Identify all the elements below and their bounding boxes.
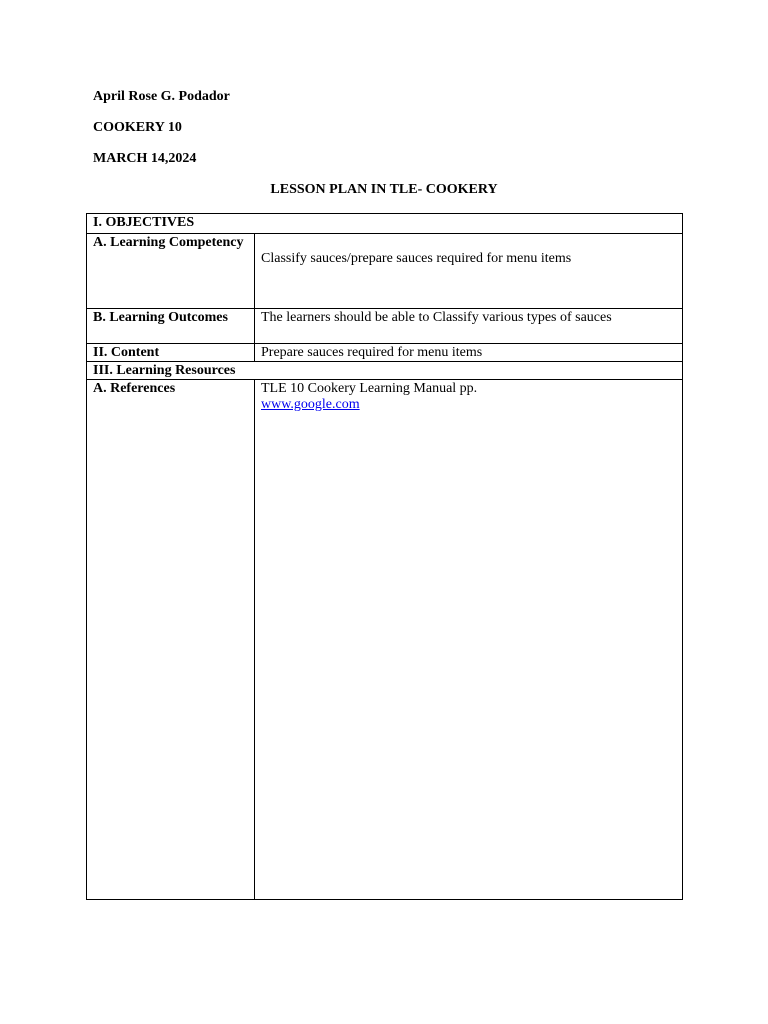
references-label: A. References bbox=[87, 380, 255, 900]
learning-outcomes-value: The learners should be able to Classify various types of sauces bbox=[255, 309, 683, 344]
subject-line: COOKERY 10 bbox=[93, 120, 182, 135]
learning-competency-text: Classify sauces/prepare sauces required for menu items bbox=[261, 251, 572, 266]
document-title: LESSON PLAN IN TLE- COOKERY bbox=[270, 182, 498, 197]
references-value bbox=[255, 380, 683, 900]
table-row bbox=[87, 234, 683, 309]
table-row bbox=[87, 344, 683, 362]
content-value: Prepare sauces required for menu items bbox=[255, 344, 683, 362]
table-row bbox=[87, 362, 683, 380]
table-row bbox=[87, 214, 683, 234]
lesson-plan-table bbox=[86, 213, 683, 900]
author-name: April Rose G. Podador bbox=[93, 89, 230, 104]
learning-competency-label: A. Learning Competency bbox=[87, 234, 255, 309]
content-label: II. Content bbox=[87, 344, 255, 362]
table-row bbox=[87, 380, 683, 900]
date-line: MARCH 14,2024 bbox=[93, 151, 197, 166]
learning-competency-value bbox=[255, 234, 683, 309]
objectives-heading: I. OBJECTIVES bbox=[87, 214, 683, 234]
learning-outcomes-label: B. Learning Outcomes bbox=[87, 309, 255, 344]
references-text: TLE 10 Cookery Learning Manual pp. bbox=[261, 381, 478, 396]
table-row bbox=[87, 309, 683, 344]
references-link[interactable]: www.google.com bbox=[261, 397, 360, 412]
learning-resources-heading: III. Learning Resources bbox=[87, 362, 683, 380]
spacer bbox=[261, 235, 676, 251]
